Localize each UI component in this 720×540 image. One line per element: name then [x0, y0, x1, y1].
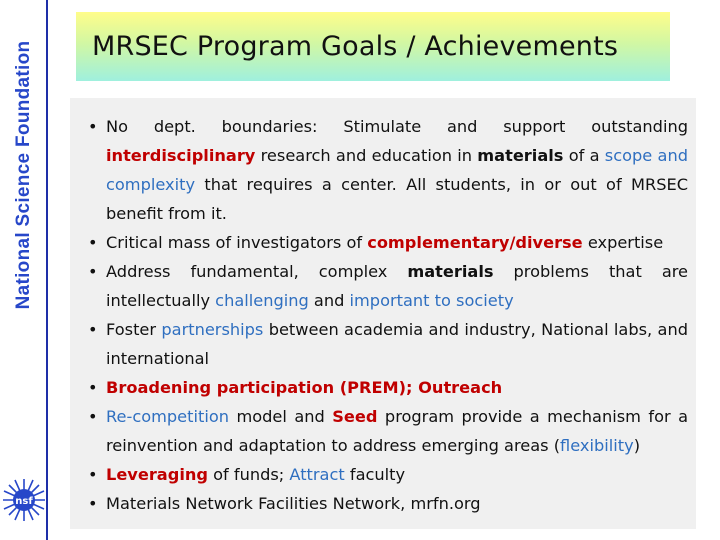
- bullet-text-segment: Attract: [289, 465, 345, 484]
- bullet-text-segment: Critical mass of investigators of: [106, 233, 368, 252]
- bullet-text-segment: important to society: [349, 291, 514, 310]
- bullet-item: [90, 373, 688, 402]
- bullet-text-segment: Seed: [332, 407, 378, 426]
- bullet-text-segment: model and: [228, 407, 333, 426]
- bullet-text-segment: problems that are intellectually: [106, 262, 688, 310]
- bullet-text-segment: Broadening participation (PREM); Outreach: [106, 378, 503, 397]
- nsf-logo: [2, 478, 46, 522]
- bullet-text-segment: of funds;: [207, 465, 290, 484]
- sidebar-divider: [46, 0, 48, 540]
- bullet-text-segment: expertise: [582, 233, 664, 252]
- bullet-text-segment: Leveraging: [106, 465, 208, 484]
- bullet-text-segment: between academia and industry, National labs, and international: [106, 320, 688, 368]
- bullet-list: [70, 98, 696, 518]
- bullet-item: [90, 489, 688, 518]
- bullet-text-segment: partnerships: [161, 320, 264, 339]
- bullet-text-segment: Foster: [106, 320, 162, 339]
- bullet-text-segment: Address fundamental, complex: [106, 262, 408, 281]
- bullet-text-segment: and: [308, 291, 350, 310]
- bullet-item: [90, 460, 688, 489]
- bullet-text-segment: flexibility: [560, 436, 634, 455]
- bullet-text-segment: interdisciplinary: [106, 146, 256, 165]
- bullet-item: [90, 402, 688, 460]
- bullet-text-segment: Materials Network Facilities Network, mrfn.org: [106, 494, 481, 513]
- bullet-text-segment: materials: [407, 262, 494, 281]
- bullet-text-segment: materials: [477, 146, 564, 165]
- bullet-item: [90, 228, 688, 257]
- bullet-text-segment: scope and complexity: [106, 146, 688, 194]
- bullet-text-segment: program provide a mechanism for a reinvention and adaptation to address emerging areas (: [106, 407, 689, 455]
- title-banner: [76, 12, 670, 81]
- slide-title: MRSEC Program Goals / Achievements: [92, 31, 619, 62]
- content-panel: [70, 98, 696, 529]
- bullet-item: [90, 315, 688, 373]
- bullet-text-segment: No dept. boundaries: Stimulate and support outstanding: [106, 117, 688, 136]
- bullet-item: [90, 257, 688, 315]
- bullet-text-segment: complementary/diverse: [367, 233, 583, 252]
- bullet-text-segment: Re-competition: [106, 407, 229, 426]
- bullet-text-segment: faculty: [344, 465, 406, 484]
- bullet-text-segment: ): [633, 436, 641, 455]
- sidebar-org-name: National Science Foundation: [13, 40, 34, 310]
- sidebar: [0, 0, 48, 540]
- bullet-text-segment: that requires a center. All students, in or out of MRSEC benefit from it.: [106, 175, 688, 223]
- bullet-text-segment: challenging: [215, 291, 309, 310]
- bullet-text-segment: research and education in: [255, 146, 478, 165]
- bullet-text-segment: of a: [563, 146, 605, 165]
- nsf-logo-text: nsf: [15, 496, 33, 507]
- bullet-item: [90, 112, 688, 228]
